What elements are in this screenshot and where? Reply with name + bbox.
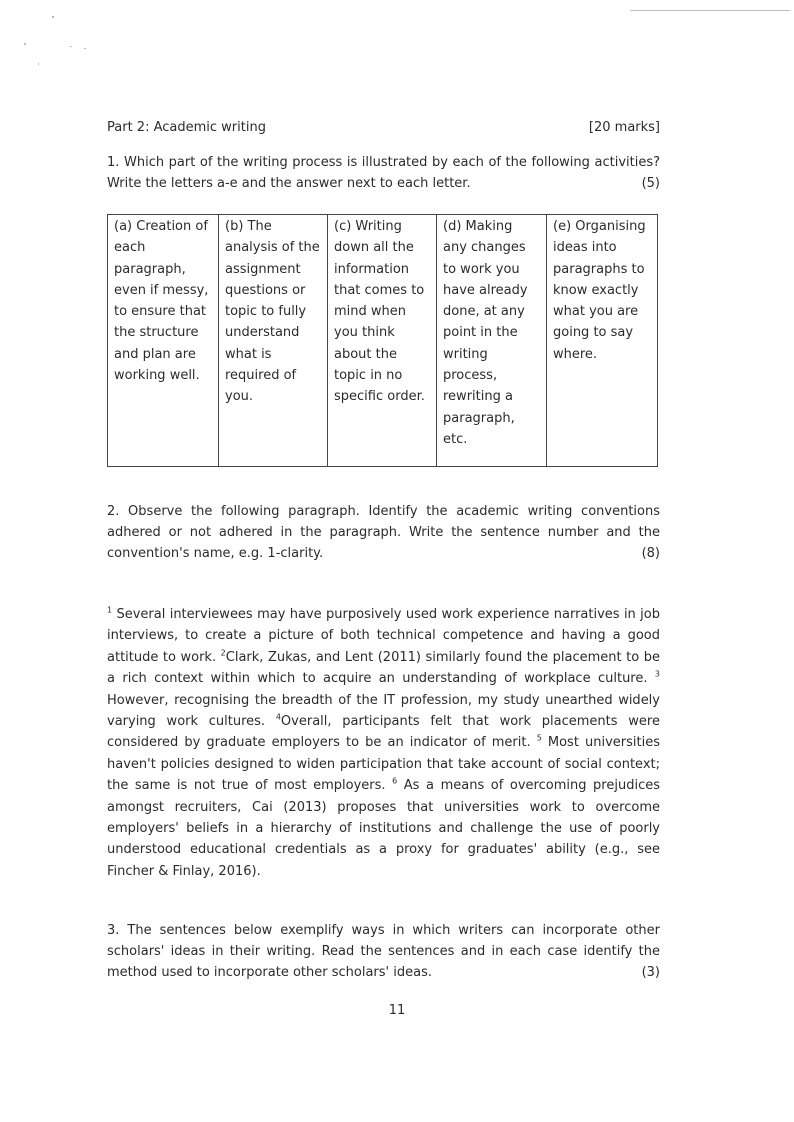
question-3	[107, 920, 660, 983]
sentence-text: Overall, participants felt that work placements were considered by graduate employers to be an indicator of merit.	[107, 714, 660, 751]
part-header	[107, 118, 660, 138]
table-cell-a: (a) Creation of each paragraph, even if messy, to ensure that the structure and plan are working well.	[108, 215, 219, 467]
sentence-text: However, recognising the breadth of the IT profession, my study unearthed widely varying work cultures.	[107, 692, 660, 730]
question-2-text: 2. Observe the following paragraph. Identify the academic writing conventions adhered or not adhered in the paragraph. Write the sentence number and the convention's name, e.g. 1-clarity.	[107, 504, 660, 561]
page-number: 11	[388, 1003, 406, 1018]
question-2-marks: (8)	[641, 546, 660, 561]
scan-speck	[52, 16, 54, 18]
scan-line	[630, 10, 790, 11]
question-3-text: 3. The sentences below exemplify ways in which writers can incorporate other scholars' ideas in their writing. Read the sentences and in each case identify the method used to incorporate other scholars' ideas.	[107, 923, 660, 981]
question-1-text: 1. Which part of the writing process is illustrated by each of the following activities? Write the letters a-e and the answer next to each letter.	[107, 155, 660, 191]
table-cell-e: (e) Organising ideas into paragraphs to know exactly what you are going to say where.	[547, 215, 658, 467]
scan-speck	[38, 63, 39, 65]
part-title: Part 2: Academic writing	[107, 120, 266, 135]
sentence-text: Most universities haven't policies designed to widen participation that take account of social context; the same is not true of most employers.	[107, 735, 660, 794]
question-2	[107, 501, 660, 564]
table-row	[108, 215, 658, 467]
table-cell-c: (c) Writing down all the information that comes to mind when you think about the topic in no specific order.	[328, 215, 437, 467]
writing-process-table	[107, 214, 658, 467]
sample-paragraph	[107, 604, 660, 882]
sentence-number: 1	[107, 605, 113, 615]
scan-speck	[70, 46, 72, 47]
question-1-marks: (5)	[641, 176, 660, 191]
scan-speck	[24, 43, 26, 45]
sentence-number: 3	[654, 669, 660, 679]
part-marks: [20 marks]	[588, 120, 660, 135]
question-1	[107, 152, 660, 194]
sentence-number: 4	[275, 712, 281, 722]
sentence-number: 6	[392, 776, 398, 786]
question-3-marks: (3)	[641, 965, 660, 981]
sentence-text: Clark, Zukas, and Lent (2011) similarly found the placement to be a rich context within which to acquire an understanding of workplace culture.	[107, 649, 661, 687]
table-cell-d: (d) Making any changes to work you have already done, at any point in the writing process, rewriting a paragraph, etc.	[437, 215, 547, 467]
table-cell-b: (b) The analysis of the assignment questions or topic to fully understand what is required of you.	[219, 215, 328, 467]
exam-page	[107, 118, 660, 983]
sentence-number: 5	[536, 734, 542, 744]
scan-speck	[84, 48, 86, 49]
sentence-number: 2	[220, 648, 226, 658]
sentence-text: Several interviewees may have purposively used work experience narratives in job interviews, to create a picture of both technical competence and having a good attitude to work.	[107, 607, 660, 665]
sentence-text: As a means of overcoming prejudices amongst recruiters, Cai (2013) proposes that universities work to overcome employers' beliefs in a hierarchy of institutions and challenge the use of poorly understood educational credentials as a proxy for graduates' ability (e.g., see Fincher & Finlay, 2016).	[107, 778, 660, 879]
